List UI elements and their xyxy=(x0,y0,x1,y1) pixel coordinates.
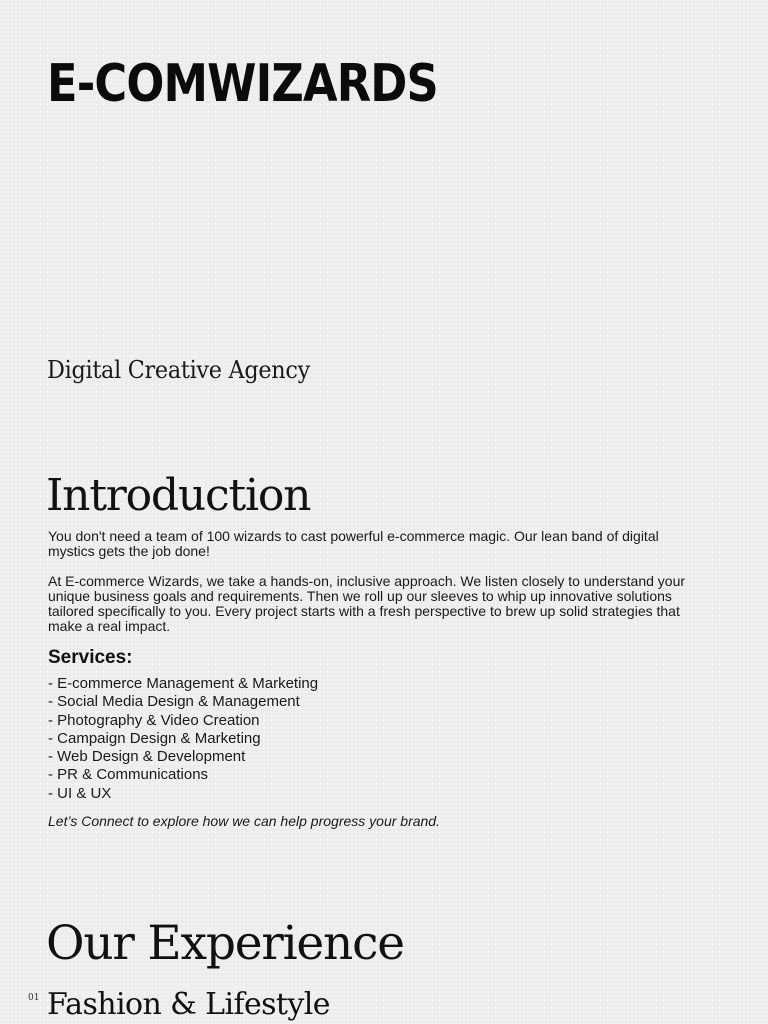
service-item: - Photography & Video Creation xyxy=(48,711,260,729)
service-item: - Web Design & Development xyxy=(48,748,246,766)
experience-item-label: Fashion & Lifestyle xyxy=(47,987,330,1022)
experience-heading: Our Experience xyxy=(46,916,404,971)
service-item: - Social Media Design & Management xyxy=(48,693,300,711)
experience-item-number: 01 xyxy=(28,993,40,1003)
service-item: - E-commerce Management & Marketing xyxy=(48,675,319,692)
intro-paragraph: You don't need a team of 100 wizards to cast powerful e-commerce magic. Our lean band of digital mystics gets the job done! xyxy=(48,528,659,559)
service-item: - UI & UX xyxy=(48,784,112,802)
call-to-action: Let’s Connect to explore how we can help progress your brand. xyxy=(48,813,440,829)
services-list xyxy=(48,675,318,803)
tagline: Digital Creative Agency xyxy=(47,356,310,384)
service-item: - PR & Communications xyxy=(48,766,209,784)
services-heading: Services: xyxy=(48,647,133,668)
service-item: - Campaign Design & Marketing xyxy=(48,729,261,747)
brand-logo: E-COMWIZARDS xyxy=(47,54,438,114)
intro-paragraph: At E-commerce Wizards, we take a hands-on, inclusive approach. We listen closely to understand your unique business goals and requirements. Then we roll up our sleeves to whip up innovative solutions tailored specifically to you. Every project starts with a fresh perspective to brew up solid strategies that make a real impact. xyxy=(48,573,686,634)
introduction-heading: Introduction xyxy=(46,470,311,521)
